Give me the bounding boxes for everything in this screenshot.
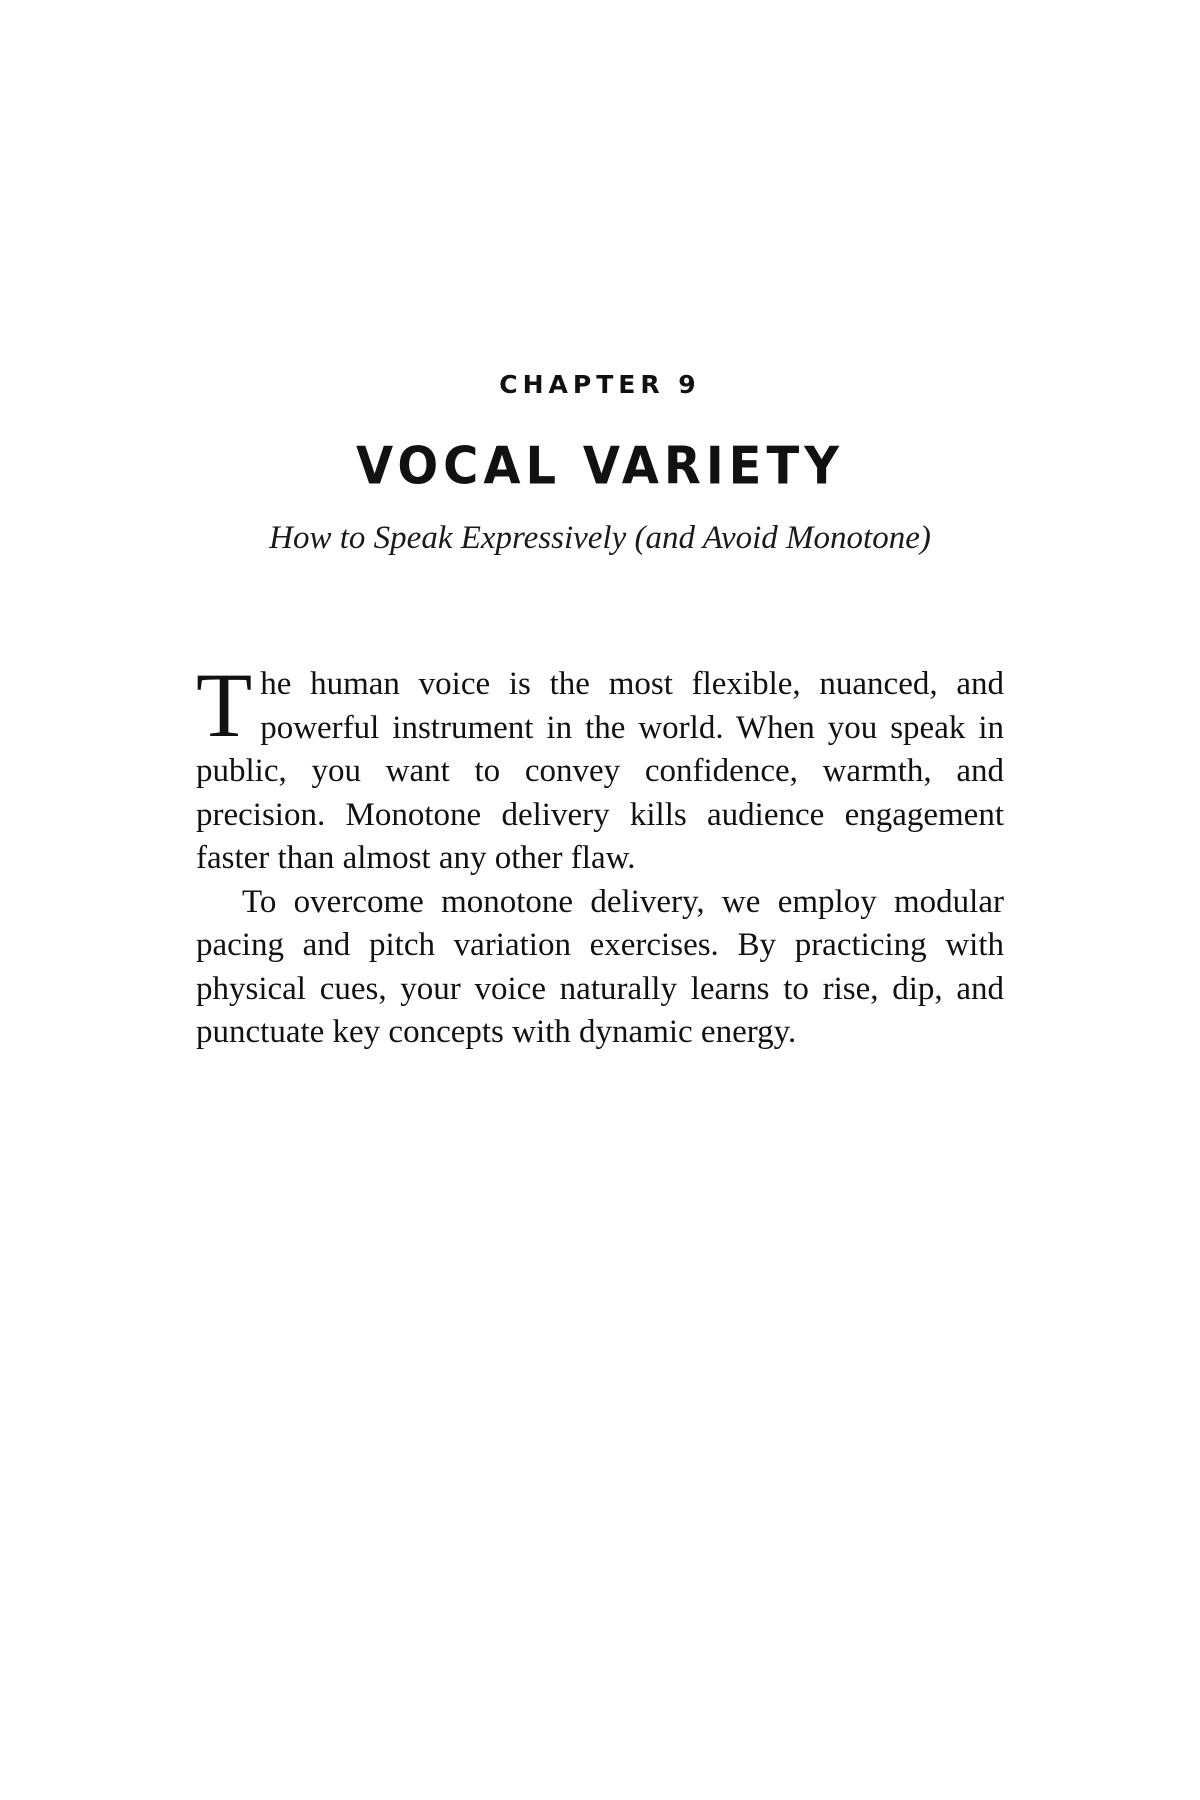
chapter-title: VOCAL VARIETY (356, 435, 844, 497)
chapter-subtitle: How to Speak Expressively (and Avoid Monotone) (269, 520, 931, 556)
paragraph-2: To overcome monotone delivery, we employ modular pacing and pitch variation exercises. By practicing with physical cues, your voice naturally learns to rise, dip, and punctuate key concepts with dynamic energy. (196, 883, 1004, 1050)
paragraph-1 (196, 654, 1004, 881)
drop-cap: T (196, 654, 253, 756)
chapter-body (196, 654, 1004, 1055)
chapter-number: CHAPTER 9 (499, 370, 701, 399)
paragraph-1-text: he human voice is the most flexible, nuanced, and powerful instrument in the world. When you speak in public, you want to convey confidence, warmth, and precision. Monotone delivery kills audience engagement faster than almost any other flaw. (196, 666, 1004, 876)
